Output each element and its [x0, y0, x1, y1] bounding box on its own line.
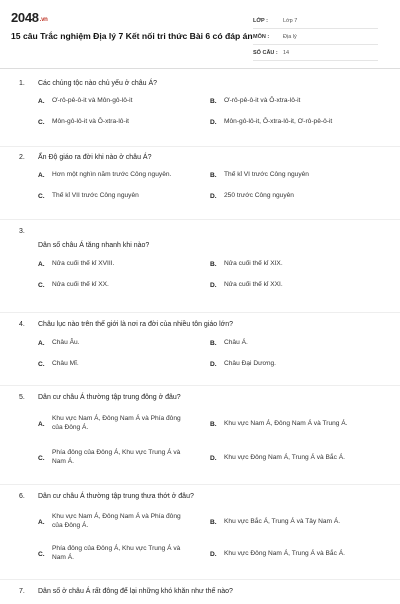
option-label: D.	[210, 119, 217, 126]
option-label: B.	[210, 261, 217, 268]
option-label: C.	[38, 193, 45, 200]
option-text: Nửa cuối thế kỉ XIX.	[224, 260, 283, 268]
question-number: 6.	[19, 493, 25, 500]
option-label: A.	[38, 261, 45, 268]
option-text: Hơn một nghìn năm trước Công nguyên.	[52, 171, 172, 179]
option-label: A.	[38, 420, 45, 428]
option-text: Môn-gô-lô-it và Ô-xtra-lô-it	[52, 118, 129, 126]
meta-row-count	[253, 45, 378, 61]
option-d[interactable]	[210, 441, 382, 475]
option-label: D.	[210, 361, 217, 368]
option-text: Khu vực Nam Á, Đông Nam Á và Phía đông của Đông Á.	[52, 513, 181, 529]
option-label: B.	[210, 340, 217, 347]
site-logo[interactable]	[11, 10, 48, 25]
option-a[interactable]	[38, 254, 210, 275]
option-a[interactable]	[38, 407, 210, 441]
option-label: D.	[210, 454, 217, 462]
option-label: D.	[210, 282, 217, 289]
meta-value: 14	[283, 49, 290, 56]
meta-value: Địa lý	[283, 33, 297, 40]
question-number: 2.	[19, 154, 25, 161]
question-subtext: Dân số châu Á tăng nhanh khi nào?	[38, 242, 150, 249]
option-label: A.	[38, 172, 45, 179]
option-c[interactable]	[38, 538, 210, 570]
option-text: Khu vực Nam Á, Đông Nam Á và Trung Á.	[224, 419, 348, 427]
option-c[interactable]	[38, 441, 210, 475]
meta-key: SỐ CÂU :	[253, 49, 278, 56]
option-b[interactable]	[210, 254, 382, 275]
option-c[interactable]	[38, 354, 210, 375]
option-text: Môn-gô-lô-it, Ô-xtra-lô-it, Ơ-rô-pê-ô-it	[224, 118, 333, 126]
option-c[interactable]	[38, 186, 210, 207]
option-label: C.	[38, 550, 45, 558]
question-text: Châu lục nào trên thế giới là nơi ra đời của nhiều tôn giáo lớn?	[38, 321, 234, 328]
option-label: C.	[38, 119, 45, 126]
page-title: 15 câu Trắc nghiệm Địa lý 7 Kết nối tri thức Bài 6 có đáp án	[11, 31, 253, 41]
option-label: A.	[38, 98, 45, 105]
option-b[interactable]	[210, 165, 382, 186]
option-label: A.	[38, 518, 45, 526]
question-text: Dân số ở châu Á rất đông để lại những khó khăn như thế nào?	[38, 588, 233, 595]
meta-key: LỚP :	[253, 17, 268, 24]
logo-suffix: .vn	[39, 17, 48, 23]
option-label: C.	[38, 454, 45, 462]
option-text: Châu Âu.	[52, 339, 80, 347]
meta-row-class	[253, 13, 378, 29]
option-text: Khu vực Nam Á, Đông Nam Á và Phía đông của Đông Á.	[52, 415, 181, 431]
question-list	[0, 72, 400, 604]
option-b[interactable]	[210, 506, 382, 538]
option-label: B.	[210, 420, 217, 428]
option-text: Châu Đại Dương.	[224, 360, 276, 368]
option-c[interactable]	[38, 275, 210, 296]
logo-brand: 2048	[11, 10, 39, 25]
question-7	[0, 580, 400, 604]
question-number: 3.	[19, 228, 25, 235]
option-d[interactable]	[210, 538, 382, 570]
question-3	[0, 220, 400, 313]
option-text: Ơ-rô-pê-ô-it và Ô-xtra-lô-it	[224, 97, 301, 105]
option-text: Ơ-rô-pê-ô-it và Môn-gô-lô-it	[52, 97, 133, 105]
meta-row-subject	[253, 29, 378, 45]
question-number: 7.	[19, 588, 25, 595]
header	[0, 0, 400, 70]
option-text: Phía đông của Đông Á, Khu vực Trung Á và Nam Á.	[52, 449, 181, 465]
option-a[interactable]	[38, 91, 210, 112]
option-a[interactable]	[38, 165, 210, 186]
option-text: Khu vực Đông Nam Á, Trung Á và Bắc Á.	[224, 453, 345, 461]
question-text: Ấn Độ giáo ra đời khi nào ở châu Á?	[38, 154, 152, 161]
option-d[interactable]	[210, 354, 382, 375]
option-d[interactable]	[210, 112, 382, 133]
question-text: Các chủng tộc nào chủ yếu ở châu Á?	[38, 80, 157, 87]
option-text: Nửa cuối thế kỉ XX.	[52, 281, 109, 289]
option-text: Khu vực Đông Nam Á, Trung Á và Bắc Á.	[224, 549, 345, 557]
option-d[interactable]	[210, 275, 382, 296]
option-a[interactable]	[38, 506, 210, 538]
question-1	[0, 72, 400, 147]
option-text: Khu vực Bắc Á, Trung Á và Tây Nam Á.	[224, 517, 341, 525]
question-number: 5.	[19, 394, 25, 401]
question-2	[0, 147, 400, 220]
meta-panel	[253, 13, 378, 61]
option-label: C.	[38, 282, 45, 289]
option-d[interactable]	[210, 186, 382, 207]
option-label: B.	[210, 98, 217, 105]
option-text: Châu Mĩ.	[52, 360, 79, 368]
header-divider	[0, 68, 400, 69]
option-text: Phía đông của Đông Á, Khu vực Trung Á và Nam Á.	[52, 545, 181, 561]
question-number: 1.	[19, 80, 25, 87]
option-c[interactable]	[38, 112, 210, 133]
question-text: Dân cư châu Á thường tập trung thưa thớt ở đâu?	[38, 493, 194, 500]
option-text: Nửa cuối thế kỉ XXI.	[224, 281, 283, 289]
option-text: Nửa cuối thế kỉ XVIII.	[52, 260, 115, 268]
question-number: 4.	[19, 321, 25, 328]
option-label: C.	[38, 361, 45, 368]
question-6	[0, 485, 400, 580]
meta-key: MÔN :	[253, 33, 270, 40]
question-5	[0, 386, 400, 485]
option-a[interactable]	[38, 333, 210, 354]
option-text: Thế kỉ VI trước Công nguyên	[224, 171, 309, 179]
option-label: D.	[210, 193, 217, 200]
option-text: Châu Á.	[224, 339, 248, 347]
meta-value: Lớp 7	[283, 17, 298, 24]
option-label: B.	[210, 172, 217, 179]
question-4	[0, 313, 400, 386]
option-text: Thế kỉ VII trước Công nguyên	[52, 192, 139, 200]
option-text: 250 trước Công nguyên	[224, 192, 294, 200]
option-b[interactable]	[210, 333, 382, 354]
option-label: D.	[210, 550, 217, 558]
option-label: A.	[38, 340, 45, 347]
option-label: B.	[210, 518, 217, 526]
option-b[interactable]	[210, 91, 382, 112]
question-text: Dân cư châu Á thường tập trung đông ở đâu?	[38, 394, 181, 401]
option-b[interactable]	[210, 407, 382, 441]
